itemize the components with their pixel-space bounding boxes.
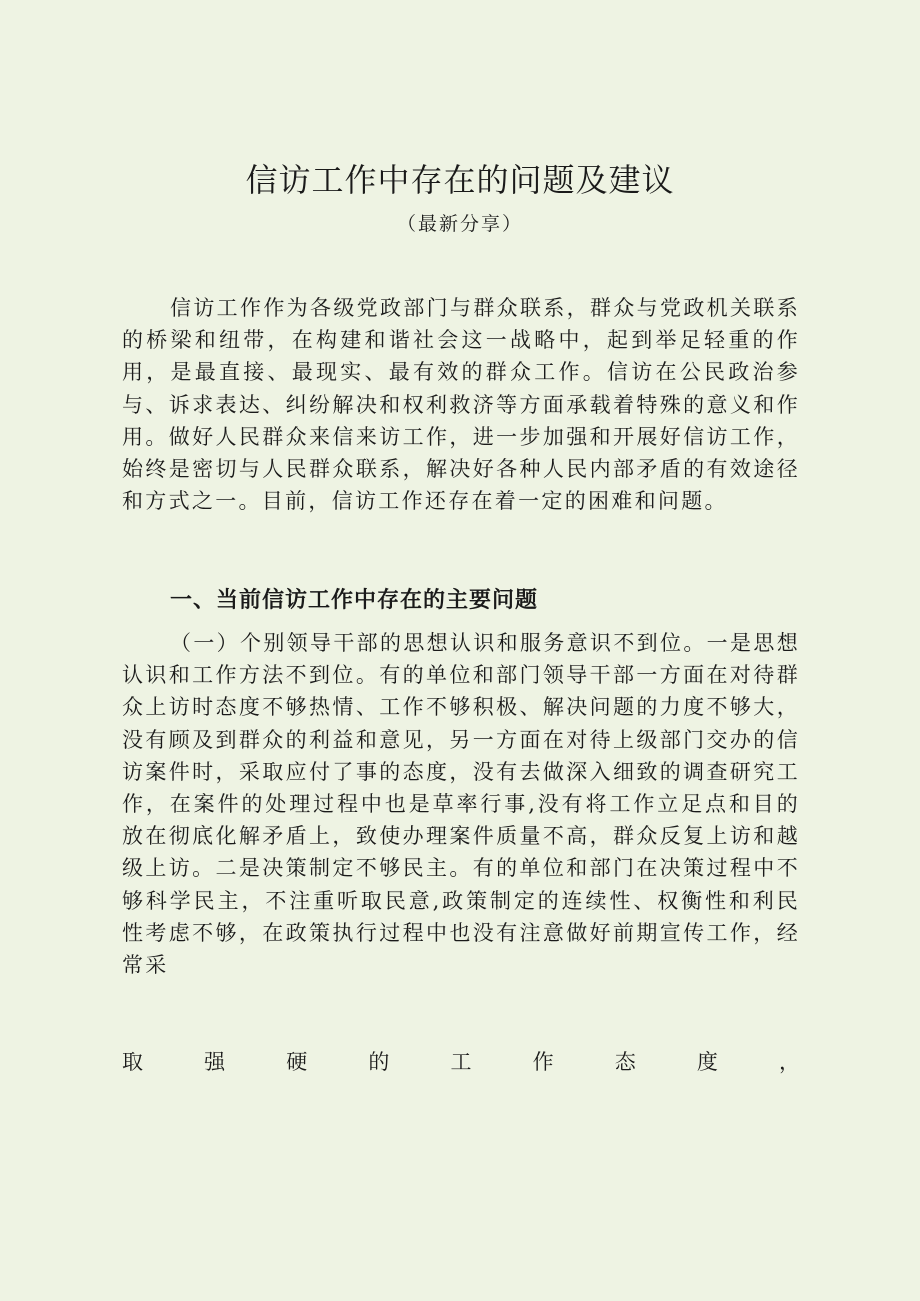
last-line-char: 作 — [532, 1050, 554, 1074]
last-line-char: 硬 — [286, 1050, 308, 1074]
last-line-char: 度 — [696, 1050, 718, 1074]
paragraph-intro: 信访工作作为各级党政部门与群众联系，群众与党政机关联系的桥梁和纽带，在构建和谐社会这一战略中，起到举足轻重的作用，是最直接、最现实、最有效的群众工作。信访在公民政治参与、诉求表达、纠纷解决和权利救济等方面承载着特殊的意义和作用。做好人民群众来信来访工作，进一步加强和开展好信访工作，始终是密切与人民群众联系，解决好各种人民内部矛盾的有效途径和方式之一。目前，信访工作还存在着一定的困难和问题。 — [122, 296, 800, 514]
section-heading: 一、当前信访工作中存在的主要问题 — [170, 588, 539, 613]
last-line-char: 强 — [204, 1050, 226, 1074]
last-line-char: 取 — [122, 1050, 143, 1074]
last-line-char: 工 — [450, 1050, 472, 1074]
last-line-char: 的 — [368, 1050, 390, 1074]
document-title: 信访工作中存在的问题及建议 — [245, 161, 675, 199]
justified-last-line — [122, 1046, 800, 1078]
document-subtitle: （最新分享） — [396, 213, 523, 235]
paragraph-section-1: （一）个别领导干部的思想认识和服务意识不到位。一是思想认识和工作方法不到位。有的单位和部门领导干部一方面在对待群众上访时态度不够热情、工作不够积极、解决问题的力度不够大，没有顾及到群众的利益和意见，另一方面在对待上级部门交办的信访案件时，采取应付了事的态度，没有去做深入细致的调查研究工作，在案件的处理过程中也是草率行事,没有将工作立足点和目的放在彻底化解矛盾上，致使办理案件质量不高，群众反复上访和越级上访。二是决策制定不够民主。有的单位和部门在决策过程中不够科学民主，不注重听取民意,政策制定的连续性、权衡性和利民性考虑不够，在政策执行过程中也没有注意做好前期宣传工作，经常采 — [122, 631, 800, 978]
last-line-char: 态 — [614, 1050, 636, 1074]
last-line-char: ， — [779, 1050, 800, 1074]
